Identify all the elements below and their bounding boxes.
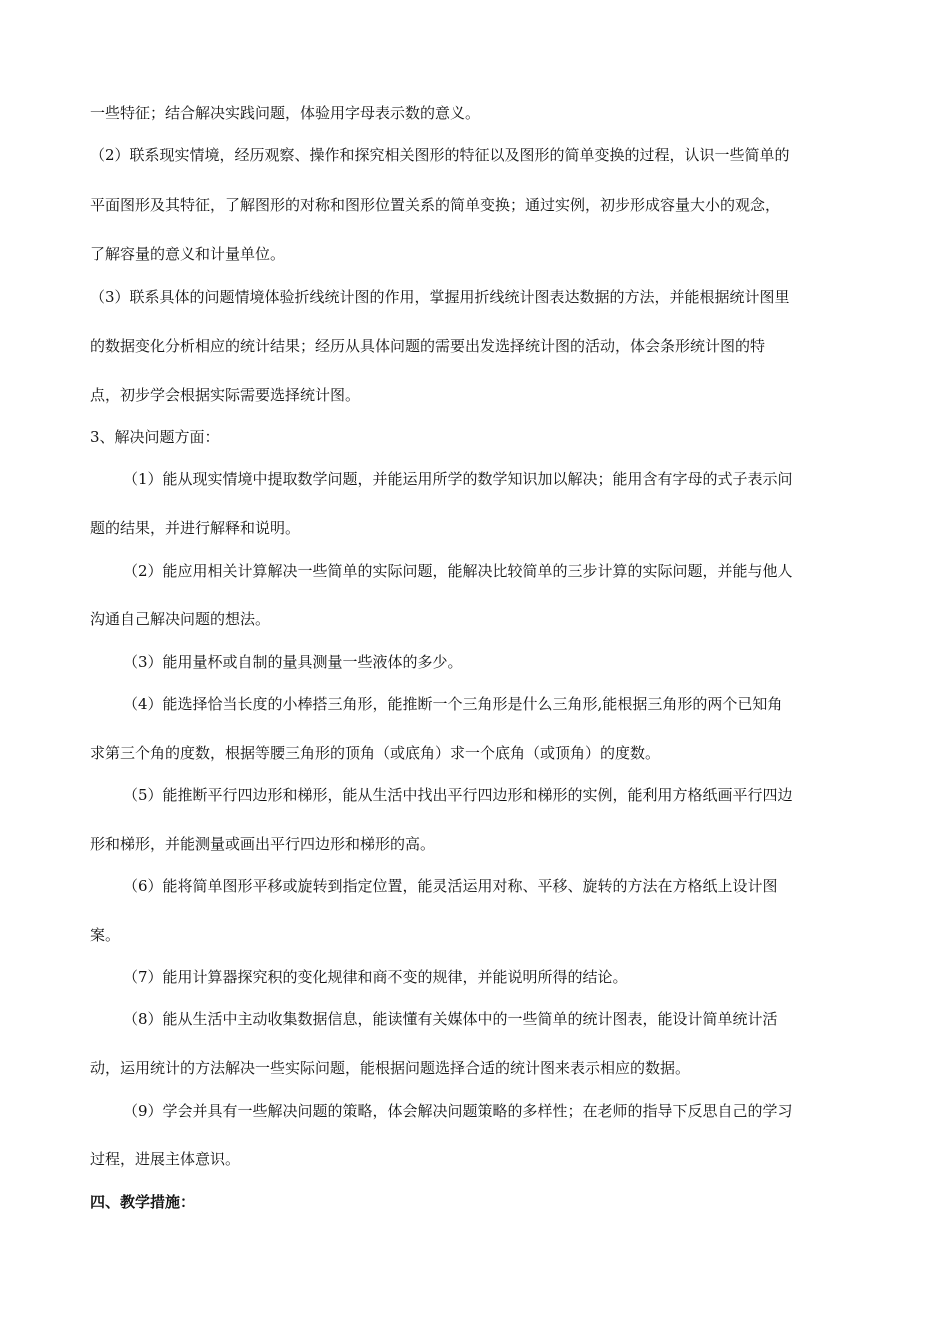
paragraph-line: 了解容量的意义和计量单位。 — [90, 245, 286, 263]
list-item-line: 求第三个角的度数，根据等腰三角形的顶角（或底角）求一个底角（或顶角）的度数。 — [90, 744, 661, 762]
section-heading: 3、解决问题方面： — [90, 428, 220, 446]
list-item-line: 形和梯形，并能测量或画出平行四边形和梯形的高。 — [90, 835, 436, 853]
list-item-line: 案。 — [90, 926, 121, 944]
paragraph-line: （3）联系具体的问题情境体验折线统计图的作用，掌握用折线统计图表达数据的方法，并能根据统计图里 — [90, 288, 790, 306]
list-item-line: （1）能从现实情境中提取数学问题，并能运用所学的数学知识加以解决；能用含有字母的式子表示问 — [123, 470, 793, 488]
paragraph-line: 的数据变化分析相应的统计结果；经历从具体问题的需要出发选择统计图的活动，体会条形统计图的特 — [90, 337, 766, 355]
list-item-line: （7）能用计算器探究积的变化规律和商不变的规律，并能说明所得的结论。 — [123, 968, 628, 986]
list-item-line: 动，运用统计的方法解决一些实际问题，能根据问题选择合适的统计图来表示相应的数据。 — [90, 1059, 691, 1077]
list-item-line: （4）能选择恰当长度的小棒搭三角形，能推断一个三角形是什么三角形,能根据三角形的两个已知角 — [123, 695, 783, 713]
paragraph-line: 一些特征；结合解决实践问题，体验用字母表示数的意义。 — [90, 104, 481, 122]
list-item-line: 过程，进展主体意识。 — [90, 1150, 241, 1168]
section-heading: 四、教学措施： — [90, 1193, 196, 1211]
list-item-line: 题的结果，并进行解释和说明。 — [90, 519, 301, 537]
list-item-line: （9）学会并具有一些解决问题的策略，体会解决问题策略的多样性；在老师的指导下反思自己的学习 — [123, 1102, 793, 1120]
list-item-line: （8）能从生活中主动收集数据信息，能读懂有关媒体中的一些简单的统计图表，能设计简单统计活 — [123, 1010, 778, 1028]
list-item-line: （6）能将简单图形平移或旋转到指定位置，能灵活运用对称、平移、旋转的方法在方格纸上设计图 — [123, 877, 778, 895]
list-item-line: （3）能用量杯或自制的量具测量一些液体的多少。 — [123, 653, 463, 671]
list-item-line: 沟通自己解决问题的想法。 — [90, 610, 271, 628]
paragraph-line: 点，初步学会根据实际需要选择统计图。 — [90, 386, 361, 404]
list-item-line: （5）能推断平行四边形和梯形，能从生活中找出平行四边形和梯形的实例，能利用方格纸画平行四边 — [123, 786, 793, 804]
paragraph-line: 平面图形及其特征，了解图形的对称和图形位置关系的简单变换；通过实例，初步形成容量大小的观念， — [90, 196, 781, 214]
list-item-line: （2）能应用相关计算解决一些简单的实际问题，能解决比较简单的三步计算的实际问题，并能与他人 — [123, 562, 793, 580]
paragraph-line: （2）联系现实情境，经历观察、操作和探究相关图形的特征以及图形的简单变换的过程，认识一些简单的 — [90, 146, 790, 164]
